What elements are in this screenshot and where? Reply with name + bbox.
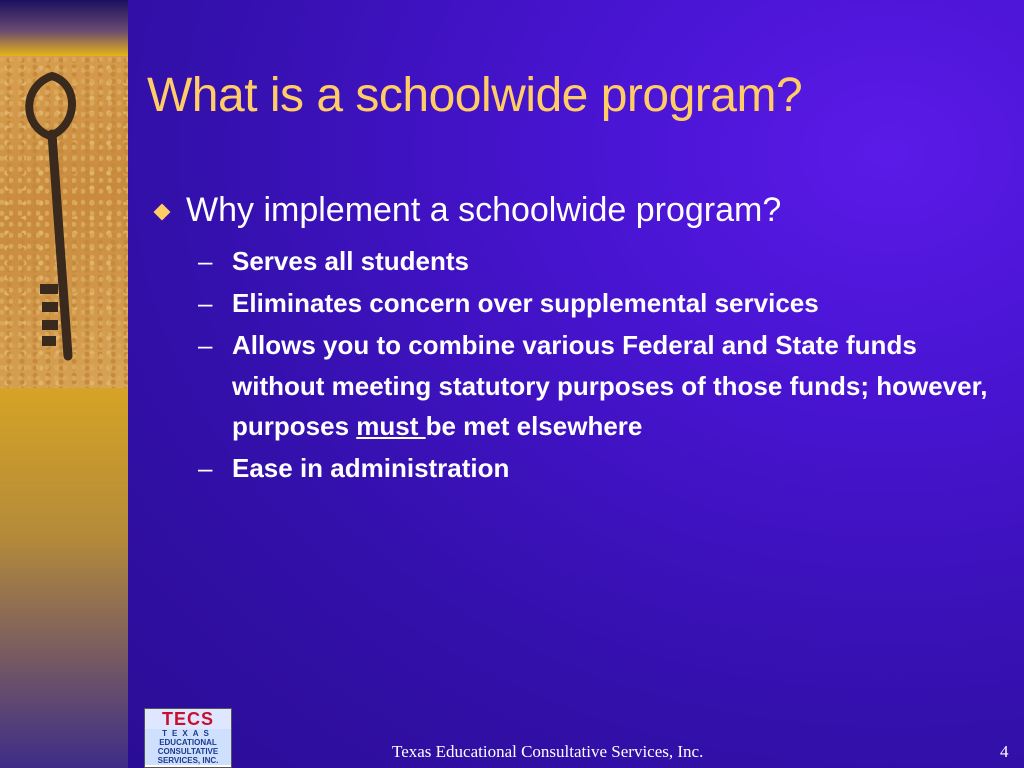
- sidebar-decoration: [0, 0, 128, 768]
- emphasis-must: must: [356, 410, 426, 441]
- sub-bullet-list: [150, 241, 1010, 489]
- page-number: 4: [1000, 742, 1009, 761]
- sidebar-top-band: [0, 0, 128, 56]
- tecs-logo: TECS TEXAS EDUCATIONAL CONSULTATIVE SERVICES, INC.: [144, 708, 232, 768]
- dash-bullet-icon: –: [198, 245, 213, 276]
- dash-bullet-icon: –: [198, 288, 213, 319]
- dash-bullet-icon: –: [198, 330, 213, 361]
- diamond-bullet-icon: [154, 204, 171, 221]
- bullet-main: [150, 190, 1010, 231]
- dash-bullet-icon: –: [198, 453, 213, 484]
- sub-bullet-item: – Ease in administration: [198, 448, 1010, 488]
- sub-bullet-item: – Serves all students: [198, 241, 1010, 281]
- sub-bullet-item: – Eliminates concern over supplemental services: [198, 283, 1010, 323]
- bullet-main-text: Why implement a schoolwide program?: [186, 191, 782, 229]
- key-photo: [0, 56, 128, 388]
- bullet-list: [150, 190, 1010, 491]
- footer-text: Texas Educational Consultative Services, Inc.: [392, 742, 704, 761]
- slide-title: What is a schoolwide program?: [147, 69, 803, 122]
- key-icon: [0, 56, 128, 388]
- sub-bullet-item: – Allows you to combine various Federal and State funds without meeting statutory purposes of those funds; however, purposes must be met elsewhere: [198, 325, 1010, 446]
